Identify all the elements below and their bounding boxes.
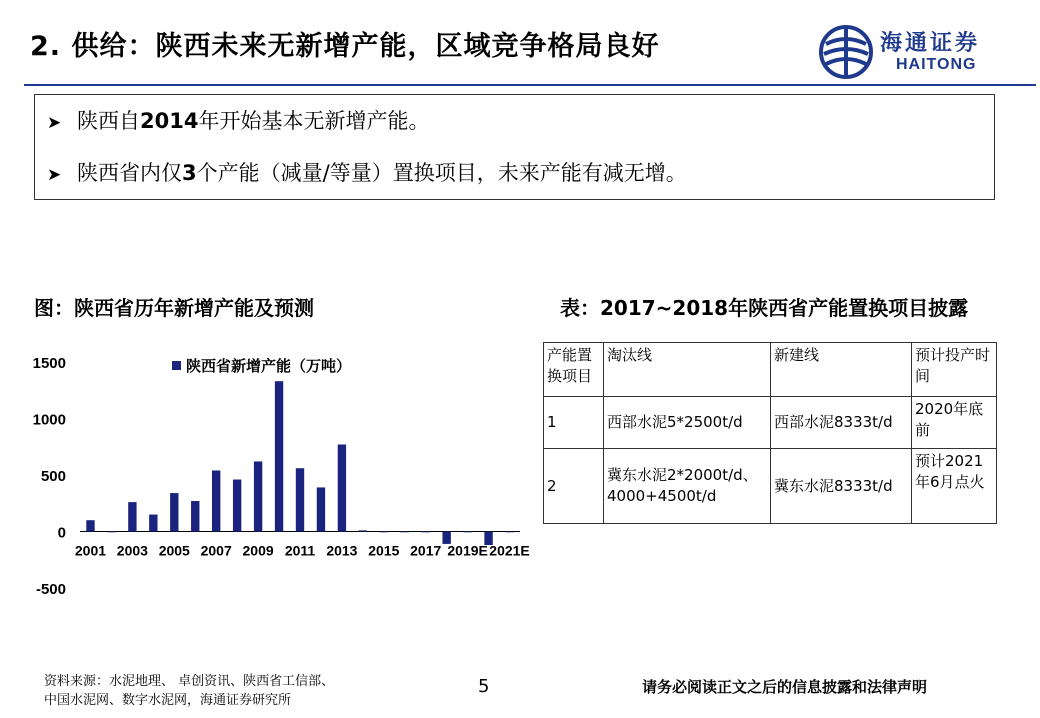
page-title: 2. 供给：陕西未来无新增产能，区域竞争格局良好 — [30, 31, 660, 62]
legend-swatch — [172, 361, 181, 370]
bar-2004 — [149, 515, 157, 532]
bar-2012 — [317, 487, 325, 531]
cell-project-id: 1 — [544, 397, 604, 449]
source-line-2: 中国水泥网、数字水泥网，海通证券研究所 — [44, 693, 292, 708]
bar-2006 — [191, 501, 199, 532]
key-point-1-pre: 陕西自 — [77, 109, 140, 133]
y-tick-label: 500 — [40, 468, 66, 485]
key-point-2-post: 个产能（减量/等量）置换项目，未来产能有减无增。 — [196, 161, 687, 185]
x-tick-label: 2003 — [116, 542, 148, 559]
legal-disclaimer: 请务必阅读正文之后的信息披露和法律声明 — [642, 678, 928, 696]
bar-2001 — [86, 520, 94, 531]
key-point-1-post: 年开始基本无新增产能。 — [198, 109, 430, 133]
page-number: 5 — [478, 676, 490, 697]
cell-project-id: 2 — [544, 449, 604, 524]
header-new-line: 新建线 — [771, 343, 912, 397]
x-tick-label: 2007 — [200, 542, 232, 559]
y-tick-label: 1500 — [32, 355, 66, 372]
cell-new-line: 西部水泥8333t/d — [771, 397, 912, 449]
bar-2009 — [254, 461, 262, 531]
logo-name: 海通证券 — [880, 30, 981, 56]
x-tick-label: 2019E — [447, 542, 488, 559]
x-tick-label: 2015 — [368, 542, 400, 559]
bar-2008 — [233, 480, 241, 532]
y-tick-label: 1000 — [32, 411, 66, 429]
key-points-box — [34, 94, 995, 200]
bar-2011 — [296, 468, 304, 531]
bar-2017 — [422, 532, 430, 533]
haitong-emblem-icon — [818, 24, 874, 80]
y-tick-label: -500 — [35, 581, 66, 598]
source-note — [44, 672, 334, 710]
bar-2003 — [128, 502, 136, 531]
cell-eliminated-line: 西部水泥5*2500t/d — [604, 397, 771, 449]
chart-caption: 图：陕西省历年新增产能及预测 — [34, 296, 314, 320]
bar-2010 — [275, 381, 283, 531]
x-tick-label: 2001 — [74, 542, 107, 559]
x-tick-label: 2013 — [326, 542, 358, 559]
x-tick-label: 2005 — [158, 542, 190, 559]
bar-2016 — [401, 532, 409, 533]
table-header-row — [544, 343, 997, 397]
bar-2015 — [380, 532, 388, 533]
key-point-1 — [47, 105, 429, 135]
legend-label: 陕西省新增产能（万吨） — [186, 357, 352, 375]
bar-2014 — [359, 530, 367, 531]
x-tick-label: 2021E — [489, 542, 530, 559]
table-caption: 表：2017~2018年陕西省产能置换项目披露 — [560, 296, 969, 320]
table-row — [544, 397, 997, 449]
bar-2005 — [170, 493, 178, 531]
x-tick-label: 2017 — [410, 542, 442, 559]
key-point-2 — [47, 157, 687, 187]
header-commission-time: 预计投产时间 — [912, 343, 997, 397]
key-point-1-year: 2014 — [140, 109, 199, 133]
key-point-2-count: 3 — [182, 161, 197, 185]
capacity-bar-chart — [0, 340, 540, 610]
title-divider — [24, 84, 1036, 86]
bar-2021E — [505, 532, 513, 533]
logo-english-name: HAITONG — [896, 56, 977, 73]
y-tick-label: 0 — [57, 524, 66, 542]
header-eliminated-line: 淘汰线 — [604, 343, 771, 397]
cell-commission-time: 预计2021年6月点火 — [912, 449, 997, 524]
cell-new-line: 冀东水泥8333t/d — [771, 449, 912, 524]
arrow-bullet-icon: ➤ — [47, 165, 62, 185]
bar-2007 — [212, 470, 220, 531]
table-row — [544, 449, 997, 524]
x-tick-label: 2011 — [284, 542, 316, 559]
replacement-projects-table — [543, 342, 997, 524]
x-tick-label: 2009 — [242, 542, 274, 559]
haitong-logo — [818, 22, 1028, 82]
key-point-2-pre: 陕西省内仅 — [77, 161, 182, 185]
arrow-bullet-icon: ➤ — [47, 113, 62, 133]
bar-2019E — [463, 532, 471, 533]
cell-commission-time: 2020年底前 — [912, 397, 997, 449]
bar-2002 — [107, 532, 115, 533]
source-line-1: 资料来源：水泥地理、 卓创资讯、陕西省工信部、 — [44, 674, 335, 689]
header-project: 产能置换项目 — [544, 343, 604, 397]
bar-2013 — [338, 444, 346, 531]
cell-eliminated-line: 冀东水泥2*2000t/d、4000+4500t/d — [604, 449, 771, 524]
